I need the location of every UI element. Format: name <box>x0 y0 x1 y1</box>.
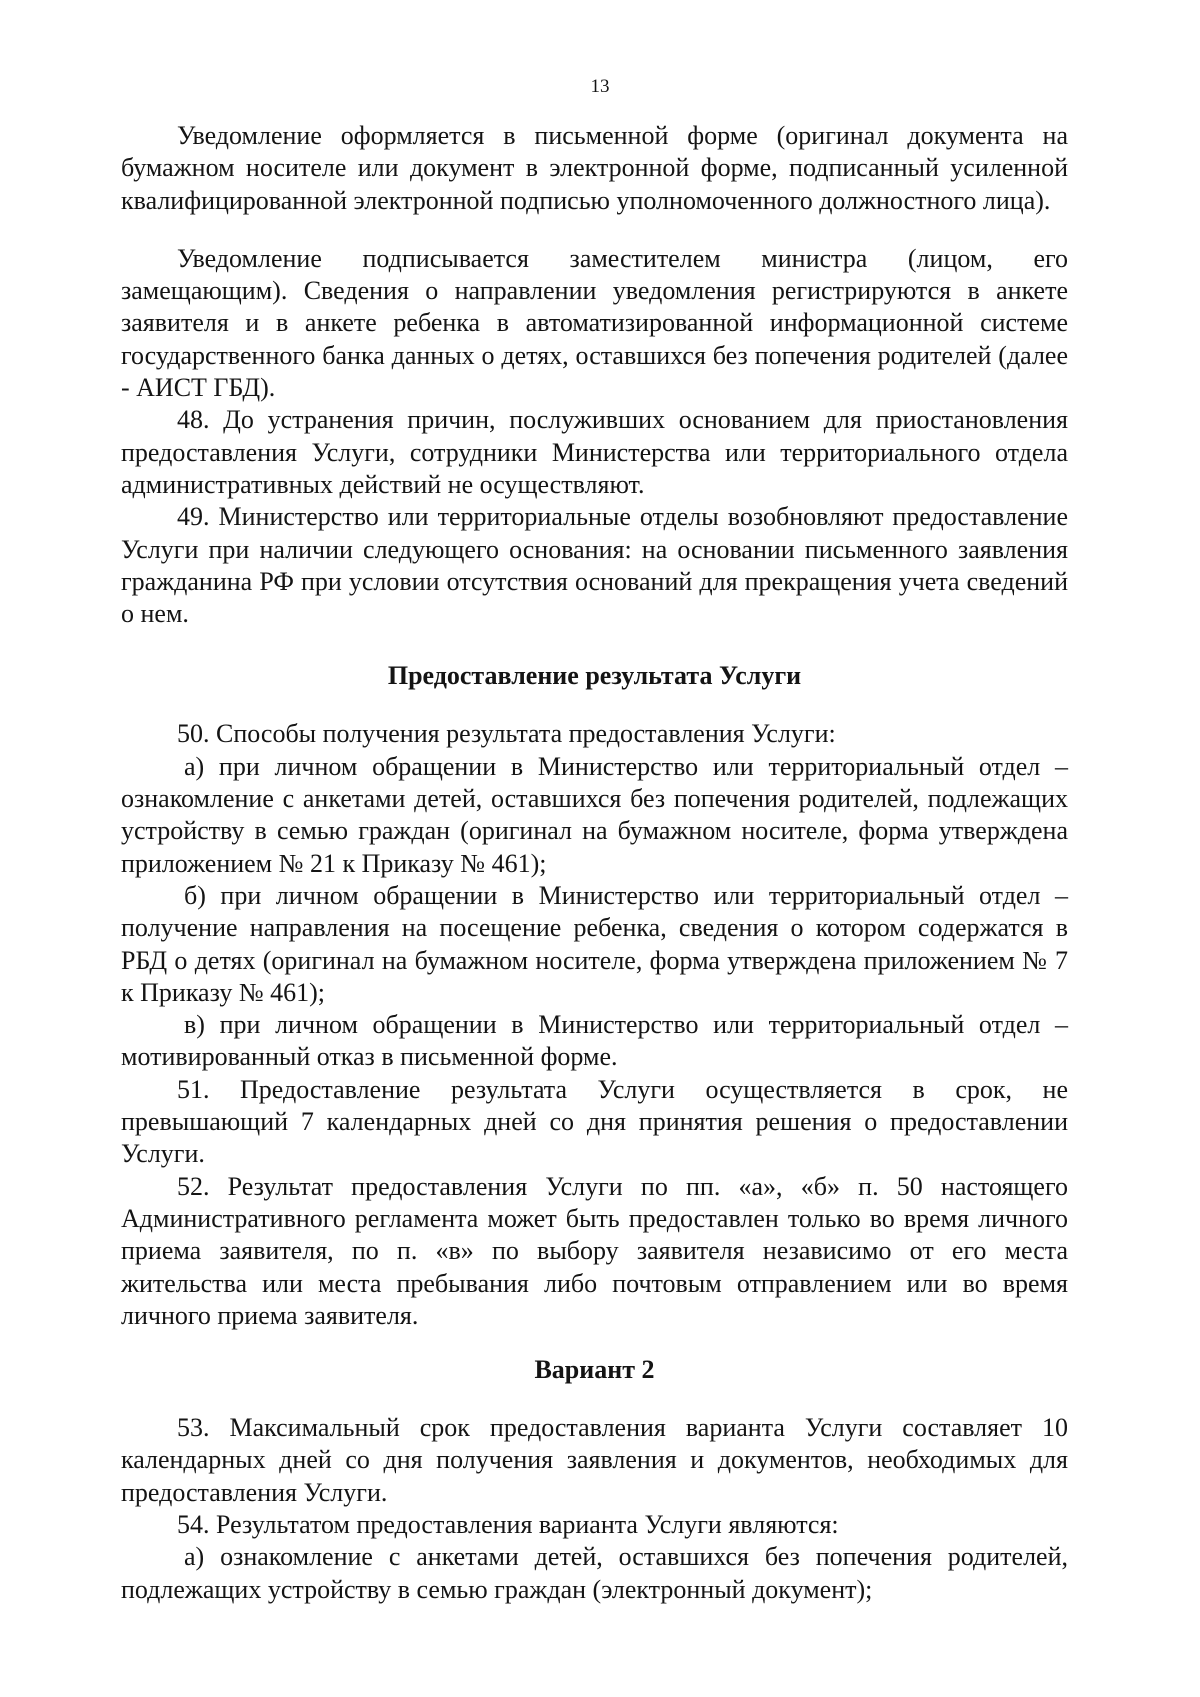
page-number: 13 <box>590 76 610 97</box>
paragraph-notice-form: Уведомление оформляется в письменной форме (оригинал документа на бумажном носителе или документ в электронной форме, подписанный усиленной квалифицированной электронной подписью уполномоченного должностного лица). <box>121 121 1068 215</box>
document-body <box>121 120 1068 1606</box>
paragraph-50: 50. Способы получения результата предоставления Услуги: <box>177 719 836 749</box>
paragraph-49: 49. Министерство или территориальные отделы возобновляют предоставление Услуги при наличии следующего основания: на основании письменного заявления гражданина РФ при условии отсутствия оснований для прекращения учета сведений о нем. <box>121 502 1068 629</box>
paragraph-50-v: в) при личном обращении в Министерство или территориальный отдел – мотивированный отказ в письменной форме. <box>121 1010 1068 1072</box>
paragraph-50-b: б) при личном обращении в Министерство или территориальный отдел – получение направления на посещение ребенка, сведения о котором содержатся в РБД о детях (оригинал на бумажном носителе, форма утверждена приложением № 7 к Приказу № 461); <box>121 880 1068 1007</box>
paragraph-54: 54. Результатом предоставления варианта Услуги являются: <box>177 1509 839 1539</box>
paragraph-50-a: а) при личном обращении в Министерство или территориальный отдел – ознакомление с анкетами детей, оставшихся без попечения родителей, подлежащих устройству в семью граждан (оригинал на бумажном носителе, форма утверждена приложением № 21 к Приказу № 461); <box>121 751 1068 878</box>
paragraph-notice-signing: Уведомление подписывается заместителем министра (лицом, его замещающим). Сведения о направлении уведомления регистрируются в анкете заявителя и в анкете ребенка в автоматизированной информационной системе государственного банка данных о детях, оставшихся без попечения родителей (далее - АИСТ ГБД). <box>121 243 1068 403</box>
paragraph-51: 51. Предоставление результата Услуги осуществляется в срок, не превышающий 7 календарных дней со дня принятия решения о предоставлении Услуги. <box>121 1074 1068 1169</box>
paragraph-48: 48. До устранения причин, послуживших основанием для приостановления предоставления Услуги, сотрудники Министерства или территориального отдела административных действий не осуществляют. <box>121 405 1068 499</box>
paragraph-52: 52. Результат предоставления Услуги по пп. «а», «б» п. 50 настоящего Административного регламента может быть предоставлен только во время личного приема заявителя, по п. «в» по выбору заявителя независимо от его места жительства или места пребывания либо почтовым отправлением или во время личного приема заявителя. <box>121 1171 1068 1330</box>
paragraph-53: 53. Максимальный срок предоставления варианта Услуги составляет 10 календарных дней со дня получения заявления и документов, необходимых для предоставления Услуги. <box>121 1413 1068 1507</box>
paragraph-54-a: а) ознакомление с анкетами детей, оставшихся без попечения родителей, подлежащих устройству в семью граждан (электронный документ); <box>121 1542 1068 1604</box>
section-heading-result: Предоставление результата Услуги <box>387 661 802 691</box>
section-heading-variant-2: Вариант 2 <box>534 1355 655 1385</box>
